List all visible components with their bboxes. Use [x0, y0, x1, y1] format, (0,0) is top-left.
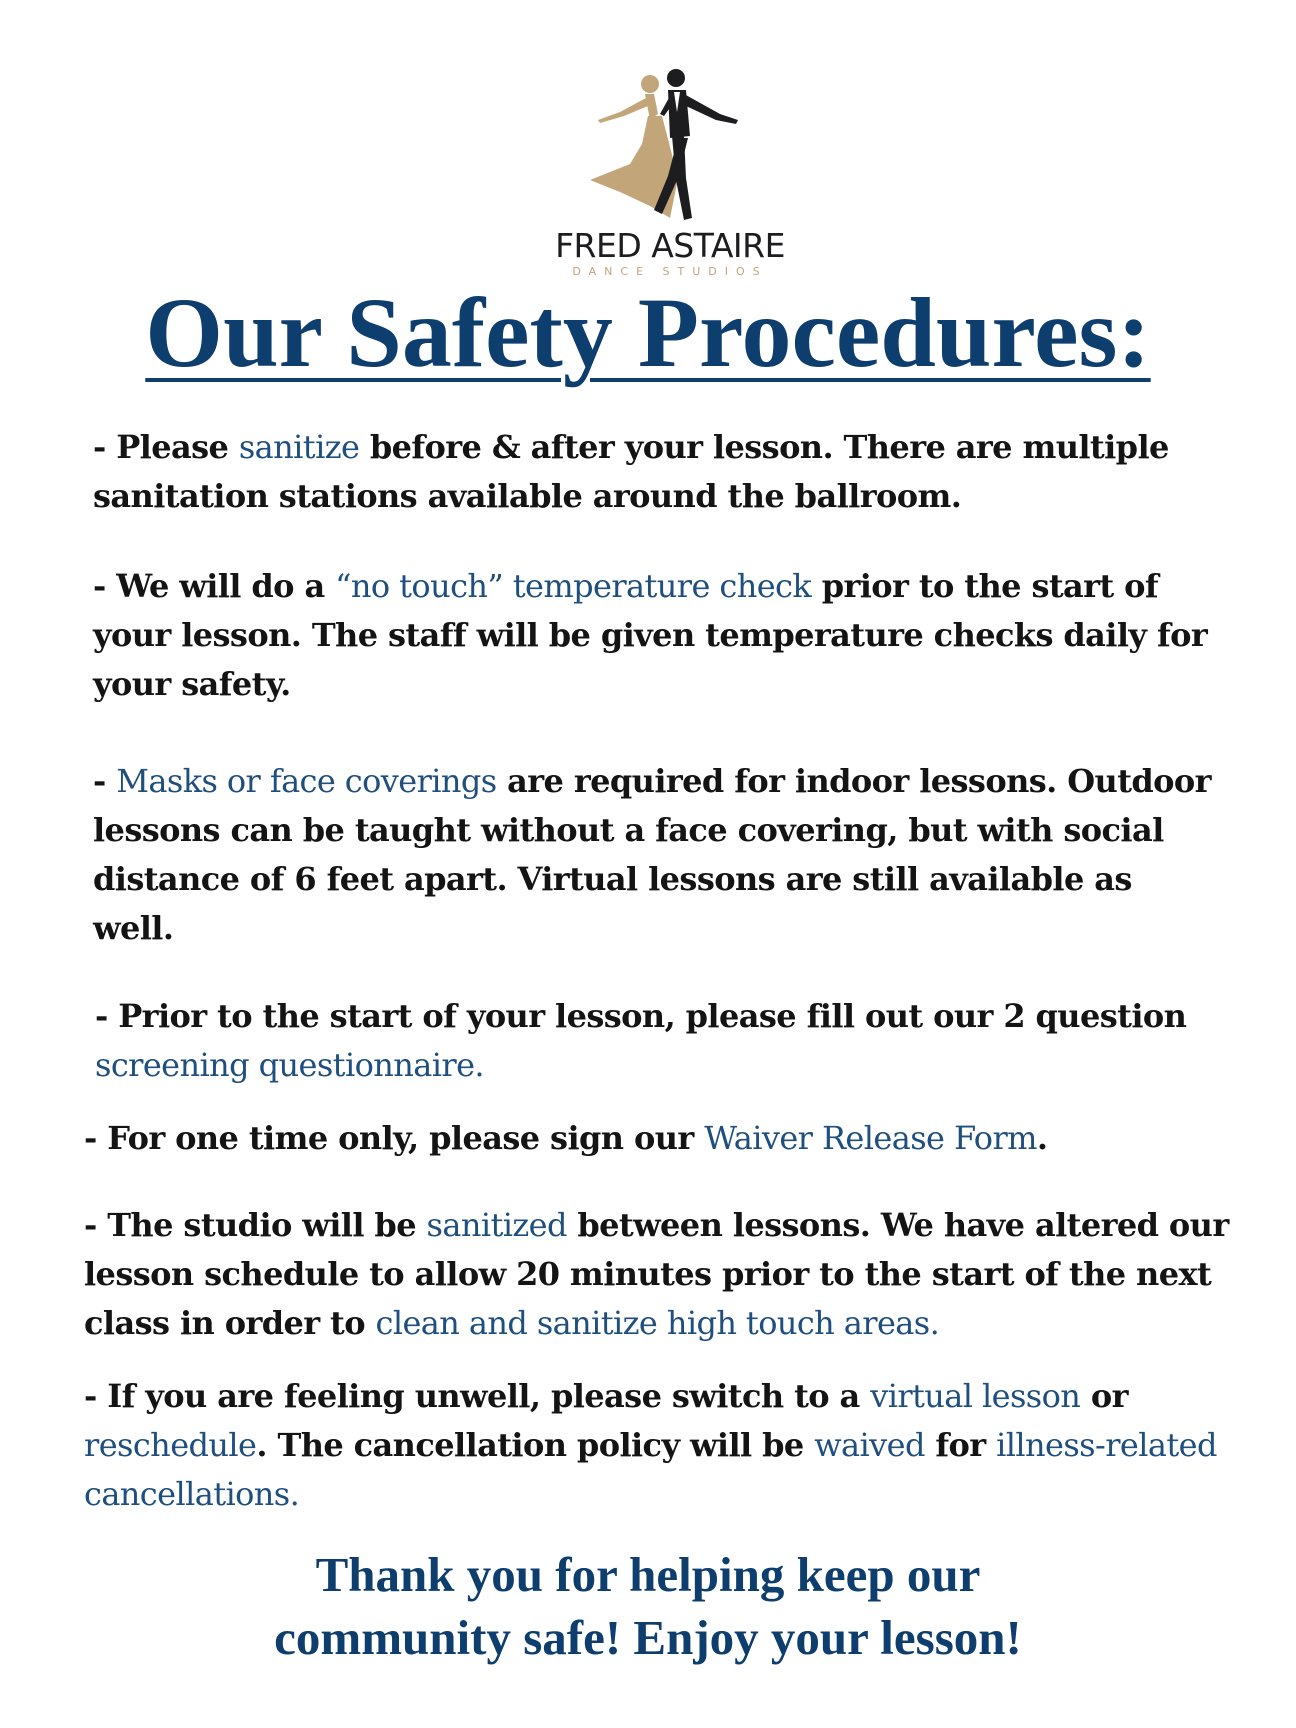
closing-line-2: community safe! Enjoy your lesson!	[274, 1610, 1022, 1665]
item-text: for	[924, 1426, 997, 1464]
item-highlight: waived	[814, 1426, 925, 1464]
item-highlight: sanitized	[426, 1206, 567, 1244]
dancing-couple-icon	[590, 68, 750, 228]
item-text: -	[93, 762, 117, 800]
closing-line-1: Thank you for helping keep our	[315, 1547, 981, 1602]
waiver-form-link[interactable]: Waiver Release Form	[704, 1119, 1037, 1157]
item-highlight: Masks or face coverings	[116, 762, 497, 800]
questionnaire-link[interactable]: screening questionnaire.	[95, 1046, 484, 1084]
procedure-item-studio-sanitized	[84, 1201, 1274, 1348]
procedure-item-waiver	[84, 1114, 1244, 1163]
item-text: or	[1080, 1377, 1128, 1415]
procedure-item-questionnaire	[95, 992, 1255, 1090]
item-text: .	[1036, 1119, 1048, 1157]
item-text: prior to the start of your lesson. The staff will be given temperature checks daily for your safety.	[93, 567, 1208, 703]
closing-message	[0, 1543, 1296, 1669]
item-highlight: “no touch” temperature check	[335, 567, 812, 605]
item-highlight: illness-related cancellations.	[84, 1426, 1217, 1513]
page-title: Our Safety Procedures:	[145, 277, 1151, 388]
procedure-item-masks	[93, 757, 1213, 953]
item-highlight: sanitize	[238, 428, 360, 466]
item-text: are required for indoor lessons. Outdoor lessons can be taught without a face covering, but with social distance of 6 feet apart. Virtual lessons are still available as well.	[93, 762, 1211, 947]
item-text: between lessons. We have altered our lesson schedule to allow 20 minutes prior to the start of the next class in order to	[84, 1206, 1229, 1342]
item-text: - The studio will be	[84, 1206, 427, 1244]
item-text: - We will do a	[93, 567, 336, 605]
item-text: before & after your lesson. There are multiple sanitation stations available around the ballroom.	[93, 428, 1169, 515]
item-text: - Prior to the start of your lesson, please fill out our 2 question	[95, 997, 1187, 1035]
item-highlight: clean and sanitize high touch areas.	[375, 1304, 940, 1342]
procedure-item-unwell	[84, 1372, 1234, 1519]
procedure-item-temperature	[93, 562, 1243, 709]
reschedule-link[interactable]: reschedule	[84, 1426, 257, 1464]
fred-astaire-logo	[540, 60, 800, 290]
item-text: - If you are feeling unwell, please switch to a	[84, 1377, 871, 1415]
item-text: . The cancellation policy will be	[256, 1426, 815, 1464]
item-text: - Please	[93, 428, 239, 466]
brand-name: FRED ASTAIRE	[555, 226, 785, 265]
procedure-item-sanitize	[93, 423, 1213, 521]
virtual-lesson-link[interactable]: virtual lesson	[870, 1377, 1081, 1415]
item-text: - For one time only, please sign our	[84, 1119, 705, 1157]
brand-subtitle: DANCE STUDIOS	[572, 265, 768, 278]
